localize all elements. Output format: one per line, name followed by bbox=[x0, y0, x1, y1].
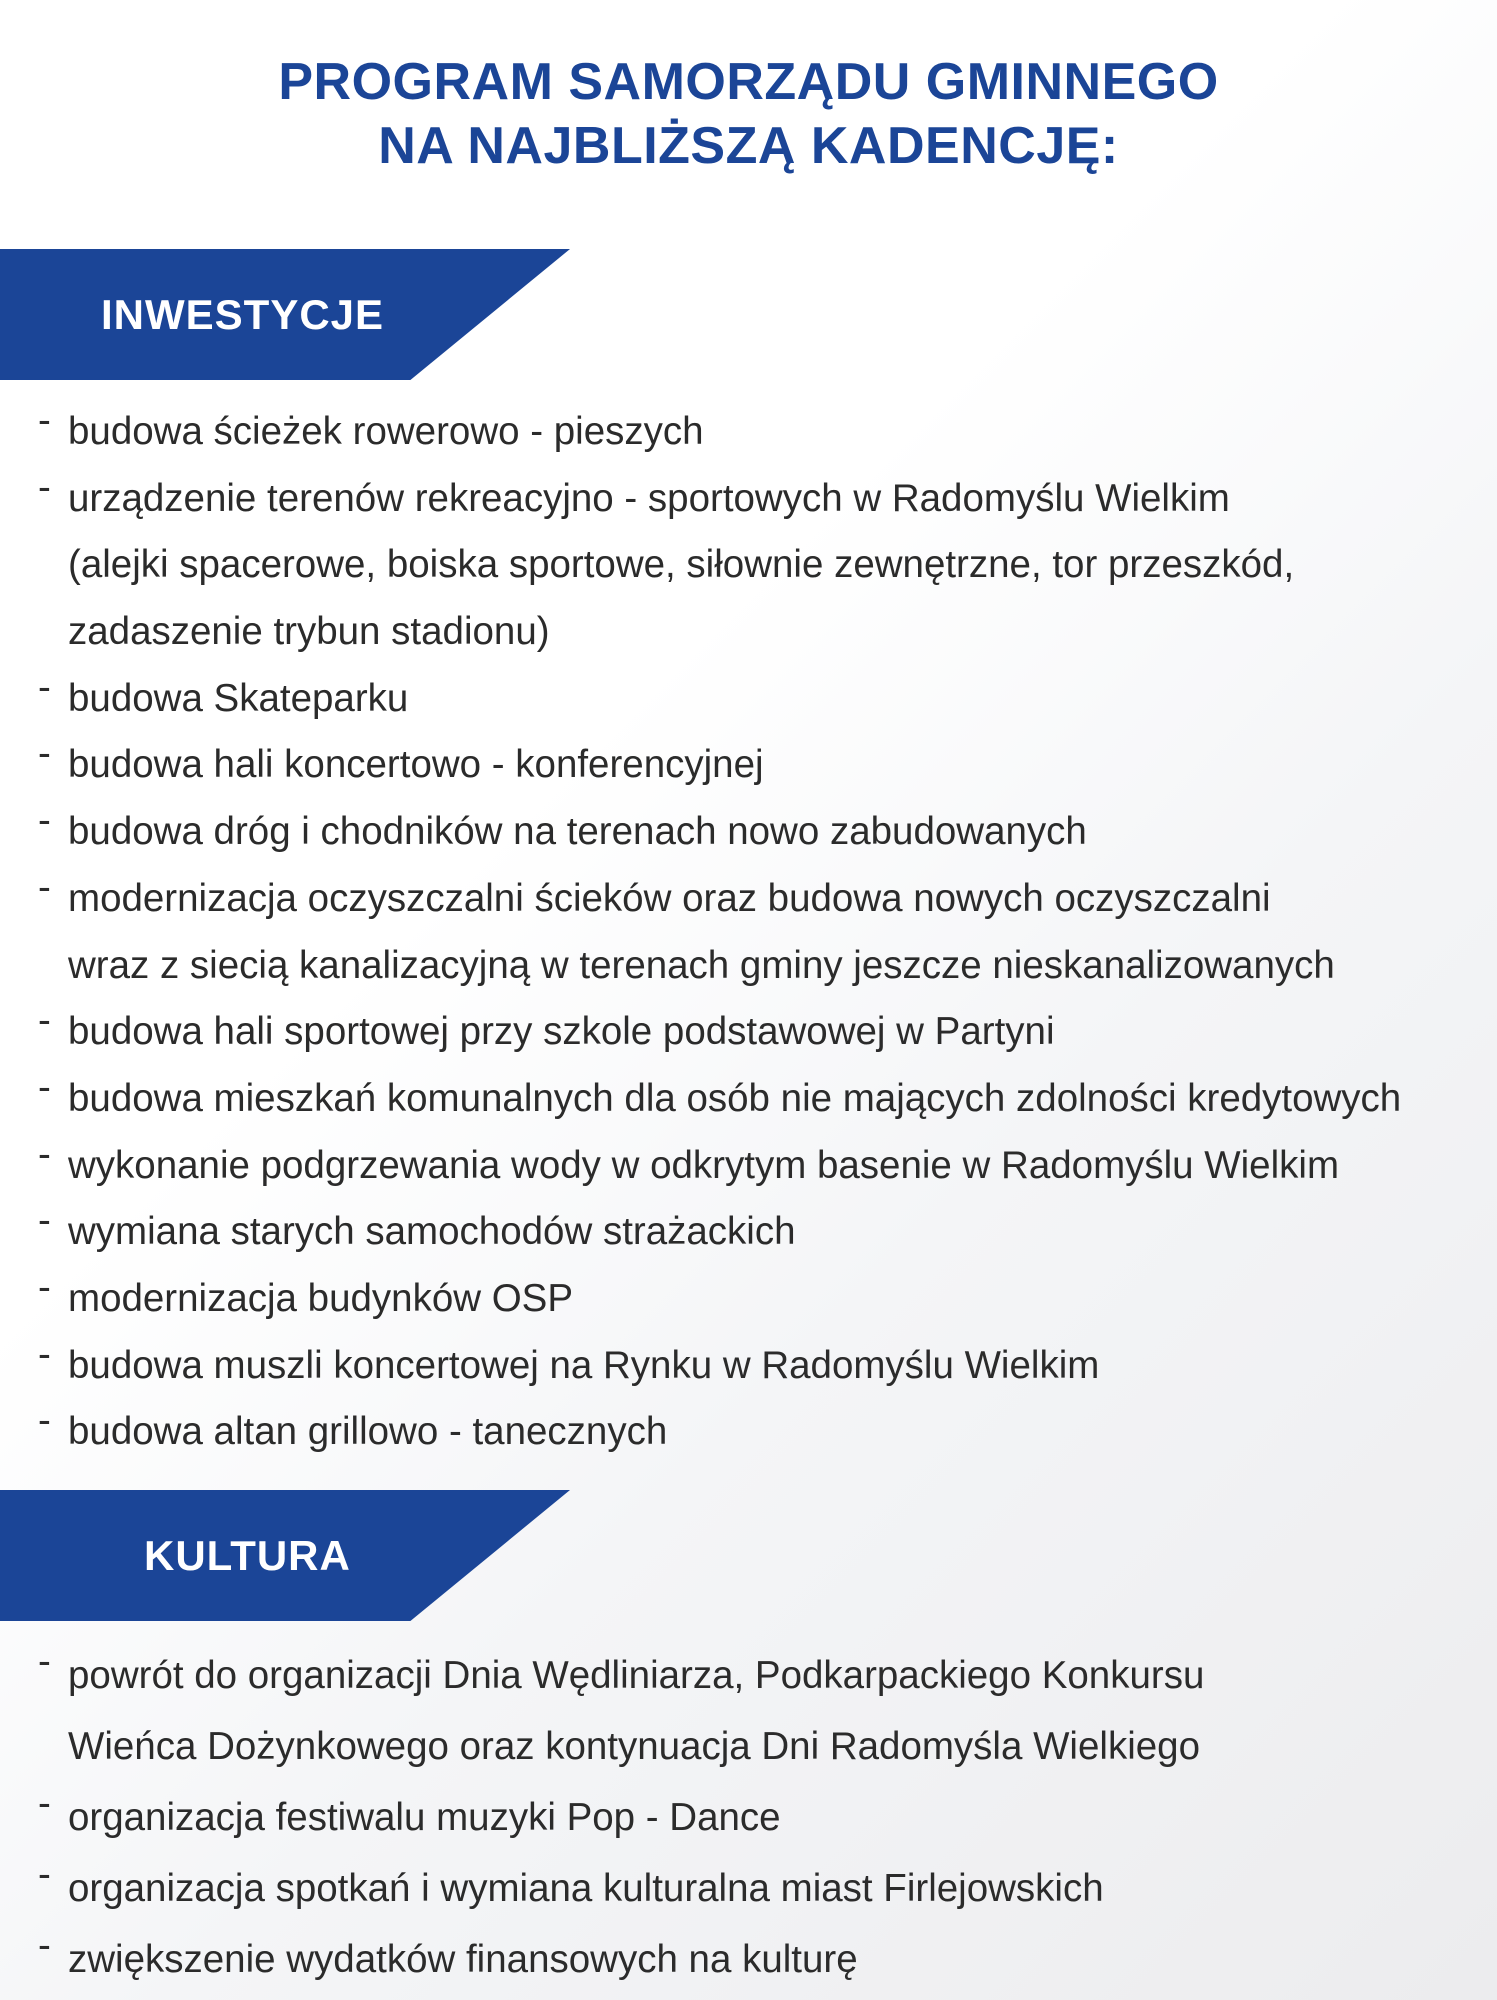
list-item-line: modernizacja budynków OSP bbox=[68, 1276, 574, 1320]
list-item bbox=[38, 866, 1401, 999]
page-title-line-2: NA NAJBLIŻSZĄ KADENCJĘ: bbox=[378, 117, 1119, 175]
bullet-dash: - bbox=[38, 865, 51, 909]
list-item bbox=[38, 1066, 1401, 1133]
bullet-dash: - bbox=[38, 665, 51, 709]
list-item bbox=[38, 1333, 1401, 1400]
list-item bbox=[38, 799, 1401, 866]
bullet-dash: - bbox=[38, 799, 51, 843]
list-item bbox=[38, 1924, 1204, 1995]
list-item-line: budowa hali koncertowo - konferencyjnej bbox=[68, 743, 764, 787]
culture-list bbox=[38, 1640, 1204, 1995]
list-item bbox=[38, 1199, 1401, 1266]
bullet-dash: - bbox=[38, 1132, 51, 1176]
list-item bbox=[38, 732, 1401, 799]
bullet-dash: - bbox=[38, 1399, 51, 1443]
page-title bbox=[0, 50, 1497, 178]
list-item bbox=[38, 1853, 1204, 1924]
list-item-line: wraz z siecią kanalizacyjną w terenach gminy jeszcze nieskanalizowanych bbox=[68, 943, 1335, 987]
bullet-dash: - bbox=[38, 1782, 51, 1825]
bullet-dash: - bbox=[38, 399, 51, 442]
bullet-dash: - bbox=[38, 1199, 51, 1243]
list-item-line: Wieńca Dożynkowego oraz kontynuacja Dni Radomyśla Wielkiego bbox=[68, 1725, 1200, 1768]
list-item bbox=[38, 999, 1401, 1066]
list-item-line: urządzenie terenów rekreacyjno - sportowych w Radomyślu Wielkim bbox=[68, 476, 1230, 520]
bullet-dash: - bbox=[38, 1924, 51, 1967]
list-item bbox=[38, 1782, 1204, 1853]
list-item bbox=[38, 1133, 1401, 1200]
list-item-line: organizacja festiwalu muzyki Pop - Dance bbox=[68, 1796, 781, 1839]
list-item-line: modernizacja oczyszczalni ścieków oraz budowa nowych oczyszczalni bbox=[68, 876, 1271, 920]
list-item-line: wymiana starych samochodów strażackich bbox=[68, 1210, 796, 1254]
section-heading-inwestycje: INWESTYCJE bbox=[101, 291, 385, 338]
list-item-line: budowa hali sportowej przy szkole podstawowej w Partyni bbox=[68, 1010, 1055, 1054]
list-item bbox=[38, 1266, 1401, 1333]
investments-list bbox=[38, 399, 1401, 1466]
page-title-line-1: PROGRAM SAMORZĄDU GMINNEGO bbox=[278, 53, 1219, 111]
bullet-dash: - bbox=[38, 1265, 51, 1309]
bullet-dash: - bbox=[38, 732, 51, 776]
list-item-line: powrót do organizacji Dnia Wędliniarza, Podkarpackiego Konkursu bbox=[68, 1654, 1205, 1697]
section-heading-kultura: KULTURA bbox=[144, 1532, 351, 1579]
list-item-line: organizacja spotkań i wymiana kulturalna miast Firlejowskich bbox=[68, 1867, 1104, 1910]
list-item-line: wykonanie podgrzewania wody w odkrytym basenie w Radomyślu Wielkim bbox=[68, 1143, 1340, 1187]
list-item-line: budowa dróg i chodników na terenach nowo zabudowanych bbox=[68, 810, 1087, 854]
bullet-dash: - bbox=[38, 465, 51, 509]
list-item-line: zwiększenie wydatków finansowych na kulturę bbox=[68, 1938, 858, 1981]
list-item bbox=[38, 666, 1401, 733]
list-item-line: zadaszenie trybun stadionu) bbox=[68, 610, 550, 654]
bullet-dash: - bbox=[38, 1853, 51, 1896]
list-item-line: (alejki spacerowe, boiska sportowe, siłownie zewnętrzne, tor przeszkód, bbox=[68, 543, 1295, 587]
bullet-dash: - bbox=[38, 999, 51, 1043]
list-item-line: budowa altan grillowo - tanecznych bbox=[68, 1410, 668, 1454]
list-item-line: budowa Skateparku bbox=[68, 676, 409, 720]
list-item-line: budowa mieszkań komunalnych dla osób nie mających zdolności kredytowych bbox=[68, 1076, 1402, 1120]
bullet-dash: - bbox=[38, 1332, 51, 1376]
list-item bbox=[38, 1640, 1204, 1782]
list-item-line: budowa ścieżek rowerowo - pieszych bbox=[68, 410, 704, 453]
list-item bbox=[38, 466, 1401, 666]
bullet-dash: - bbox=[38, 1065, 51, 1109]
list-item bbox=[38, 1399, 1401, 1466]
list-item bbox=[38, 399, 1401, 466]
bullet-dash: - bbox=[38, 1640, 51, 1683]
list-item-line: budowa muszli koncertowej na Rynku w Radomyślu Wielkim bbox=[68, 1343, 1100, 1387]
